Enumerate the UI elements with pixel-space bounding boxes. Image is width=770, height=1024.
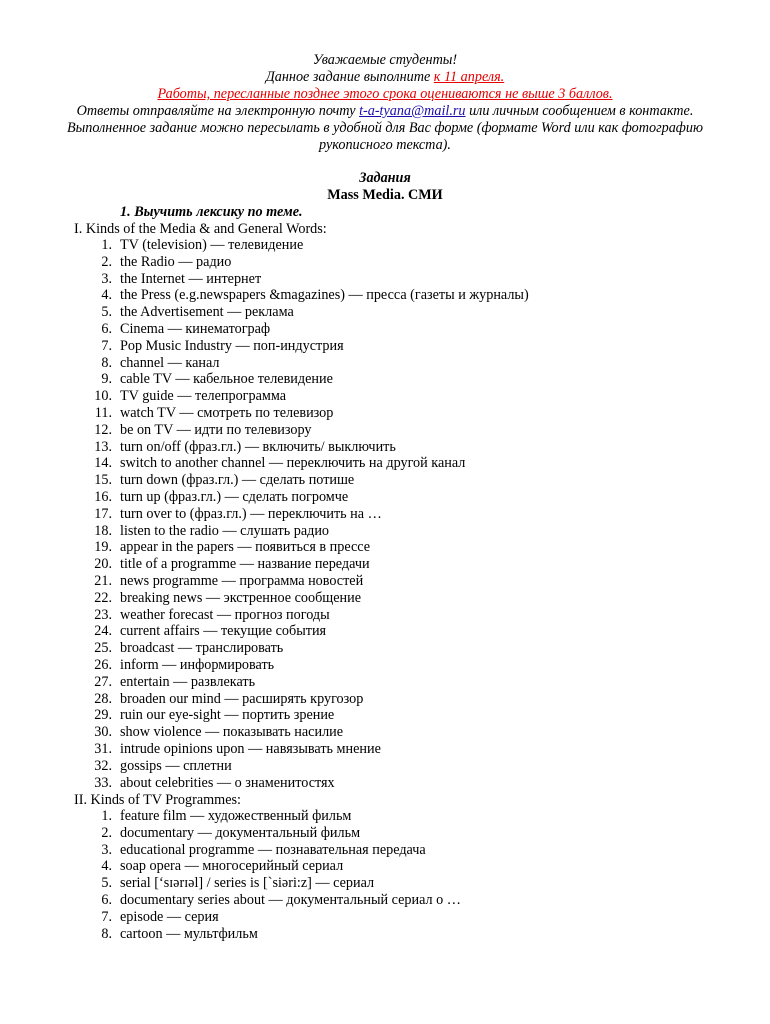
list-item-number: 32.	[94, 757, 112, 774]
send-prefix: Ответы отправляйте на электронную почту	[76, 102, 360, 119]
deadline-prefix: Данное задание выполните	[265, 68, 434, 85]
list-item-text: channel — канал	[120, 354, 220, 371]
list-item-number: 27.	[94, 673, 112, 690]
list-item-number: 4.	[101, 287, 112, 304]
list-item	[90, 808, 461, 825]
deadline-date: к 11 апреля.	[433, 68, 505, 85]
list-item	[90, 439, 529, 456]
list-item-number: 1.	[101, 808, 112, 824]
list-item-number: 8.	[101, 925, 112, 942]
list-item	[90, 640, 529, 657]
list-item	[90, 623, 529, 640]
list-item	[90, 926, 461, 943]
list-item	[90, 892, 461, 909]
list-item-number: 23.	[94, 606, 112, 623]
list-item-text: intrude opinions upon — навязывать мнение	[120, 740, 381, 757]
list-item-number: 18.	[94, 522, 112, 539]
list-item-number: 31.	[94, 740, 112, 757]
list-item-number: 20.	[94, 556, 112, 573]
list-item-text: TV (television) — телевидение	[120, 237, 304, 253]
list-item-number: 7.	[101, 337, 112, 354]
list-item	[90, 775, 529, 792]
list-item-number: 26.	[94, 656, 112, 673]
list-item-number: 24.	[94, 623, 112, 640]
list-item-text: the Radio — радио	[120, 253, 232, 270]
list-item-number: 13.	[94, 438, 112, 455]
late-notice: Работы, пересланные позднее этого срока оцениваются не выше 3 баллов.	[157, 85, 613, 102]
list-item	[90, 321, 529, 338]
list-item-number: 6.	[101, 891, 112, 908]
list-item-number: 30.	[94, 724, 112, 741]
list-item-number: 14.	[94, 455, 112, 472]
list-item-text: be on TV — идти по телевизору	[120, 421, 312, 438]
task-1-heading: 1. Выучить лексику по теме.	[120, 204, 303, 220]
list-item-number: 3.	[101, 270, 112, 287]
tasks-title: Задания	[359, 170, 411, 186]
list-item-text: broaden our mind — расширять кругозор	[120, 690, 364, 707]
section-2-list	[90, 808, 461, 942]
list-item-number: 33.	[94, 774, 112, 791]
list-item-number: 3.	[101, 841, 112, 858]
list-item-number: 21.	[94, 572, 112, 589]
list-item	[90, 674, 529, 691]
list-item	[90, 573, 529, 590]
list-item-number: 11.	[94, 404, 112, 421]
section-1-title: I. Kinds of the Media & and General Words:	[74, 221, 327, 237]
list-item	[90, 455, 529, 472]
list-item-text: TV guide — телепрограмма	[120, 388, 287, 405]
list-item-text: cable TV — кабельное телевидение	[120, 371, 333, 388]
list-item-text: turn on/off (фраз.гл.) — включить/ выключить	[120, 438, 396, 455]
list-item-text: serial [‘sɪərɪəl] / series is [`siəri:z] — сериал	[120, 875, 375, 892]
list-item	[90, 691, 529, 708]
section-2-title: II. Kinds of TV Programmes:	[74, 792, 241, 808]
list-item-number: 7.	[101, 908, 112, 925]
list-item	[90, 271, 529, 288]
list-item-text: educational programme — познавательная передача	[120, 841, 426, 858]
list-item-text: inform — информировать	[120, 656, 275, 673]
list-item-number: 22.	[94, 589, 112, 606]
list-item-text: listen to the radio — слушать радио	[120, 522, 330, 539]
list-item-text: show violence — показывать насилие	[120, 724, 344, 741]
list-item	[90, 304, 529, 321]
list-item-text: Pop Music Industry — поп-индустрия	[120, 337, 344, 354]
list-item-text: weather forecast — прогноз погоды	[120, 606, 330, 623]
instructions-header	[60, 52, 710, 153]
list-item	[90, 590, 529, 607]
list-item	[90, 506, 529, 523]
email-link[interactable]: t-a-tyana@mail.ru	[359, 102, 466, 119]
list-item	[90, 758, 529, 775]
list-item	[90, 405, 529, 422]
tasks-heading	[60, 170, 710, 204]
list-item	[90, 523, 529, 540]
list-item-number: 6.	[101, 320, 112, 337]
list-item-text: documentary — документальный фильм	[120, 824, 361, 841]
list-item-number: 5.	[101, 875, 112, 892]
list-item-number: 10.	[94, 388, 112, 405]
list-item-number: 9.	[101, 371, 112, 388]
list-item-text: turn over to (фраз.гл.) — переключить на …	[120, 505, 382, 522]
list-item-text: documentary series about — документальный сериал о …	[120, 891, 461, 908]
list-item	[90, 707, 529, 724]
list-item-number: 2.	[101, 824, 112, 841]
list-item	[90, 237, 529, 254]
list-item	[90, 875, 461, 892]
list-item-number: 12.	[94, 421, 112, 438]
list-item-text: switch to another channel — переключить на другой канал	[120, 455, 466, 472]
list-item	[90, 539, 529, 556]
submission-instructions	[60, 103, 710, 154]
send-suffix: или личным сообщением в контакте. Выполненное задание можно пересылать в удобной для Вас форме (формате Word или как фотографию рукописного текста).	[67, 102, 703, 153]
list-item	[90, 909, 461, 926]
list-item-text: watch TV — смотреть по телевизор	[120, 404, 334, 421]
list-item-number: 2.	[101, 253, 112, 270]
list-item	[90, 355, 529, 372]
topic-title: Mass Media. СМИ	[327, 187, 443, 203]
deadline-line	[60, 69, 710, 86]
list-item-text: appear in the papers — появиться в прессе	[120, 539, 371, 556]
list-item-text: about celebrities — о знаменитостях	[120, 774, 335, 791]
list-item	[90, 858, 461, 875]
list-item-number: 4.	[101, 858, 112, 875]
section-1-list	[90, 237, 529, 791]
list-item-text: breaking news — экстренное сообщение	[120, 589, 362, 606]
list-item-text: title of a programme — название передачи	[120, 556, 370, 573]
list-item-text: ruin our eye-sight — портить зрение	[120, 707, 335, 724]
list-item	[90, 657, 529, 674]
list-item-text: episode — серия	[120, 908, 219, 925]
list-item-text: soap opera — многосерийный сериал	[120, 858, 344, 875]
list-item	[90, 825, 461, 842]
list-item-text: the Internet — интернет	[120, 270, 262, 287]
list-item	[90, 472, 529, 489]
greeting: Уважаемые студенты!	[312, 52, 458, 68]
list-item-text: cartoon — мультфильм	[120, 925, 258, 942]
list-item-number: 1.	[101, 237, 112, 253]
list-item-number: 25.	[94, 640, 112, 657]
list-item-text: turn down (фраз.гл.) — сделать потише	[120, 472, 355, 489]
list-item-number: 5.	[101, 304, 112, 321]
list-item	[90, 842, 461, 859]
list-item	[90, 556, 529, 573]
list-item	[90, 607, 529, 624]
list-item-number: 29.	[94, 707, 112, 724]
list-item-text: entertain — развлекать	[120, 673, 256, 690]
list-item	[90, 741, 529, 758]
list-item	[90, 388, 529, 405]
list-item	[90, 287, 529, 304]
list-item	[90, 422, 529, 439]
list-item-text: news programme — программа новостей	[120, 572, 364, 589]
list-item-number: 16.	[94, 488, 112, 505]
list-item	[90, 724, 529, 741]
list-item-number: 15.	[94, 472, 112, 489]
list-item-text: Cinema — кинематограф	[120, 320, 271, 337]
list-item	[90, 489, 529, 506]
list-item-text: feature film — художественный фильм	[120, 808, 352, 824]
list-item-text: turn up (фраз.гл.) — сделать погромче	[120, 488, 349, 505]
list-item-text: gossips — сплетни	[120, 757, 232, 774]
list-item-text: current affairs — текущие события	[120, 623, 327, 640]
list-item-text: broadcast — транслировать	[120, 640, 284, 657]
list-item	[90, 254, 529, 271]
list-item-number: 8.	[101, 354, 112, 371]
list-item-text: the Press (e.g.newspapers &magazines) — пресса (газеты и журналы)	[120, 287, 529, 304]
list-item-text: the Advertisement — реклама	[120, 304, 294, 321]
list-item-number: 19.	[94, 539, 112, 556]
list-item	[90, 371, 529, 388]
list-item-number: 28.	[94, 690, 112, 707]
list-item	[90, 338, 529, 355]
list-item-number: 17.	[94, 505, 112, 522]
